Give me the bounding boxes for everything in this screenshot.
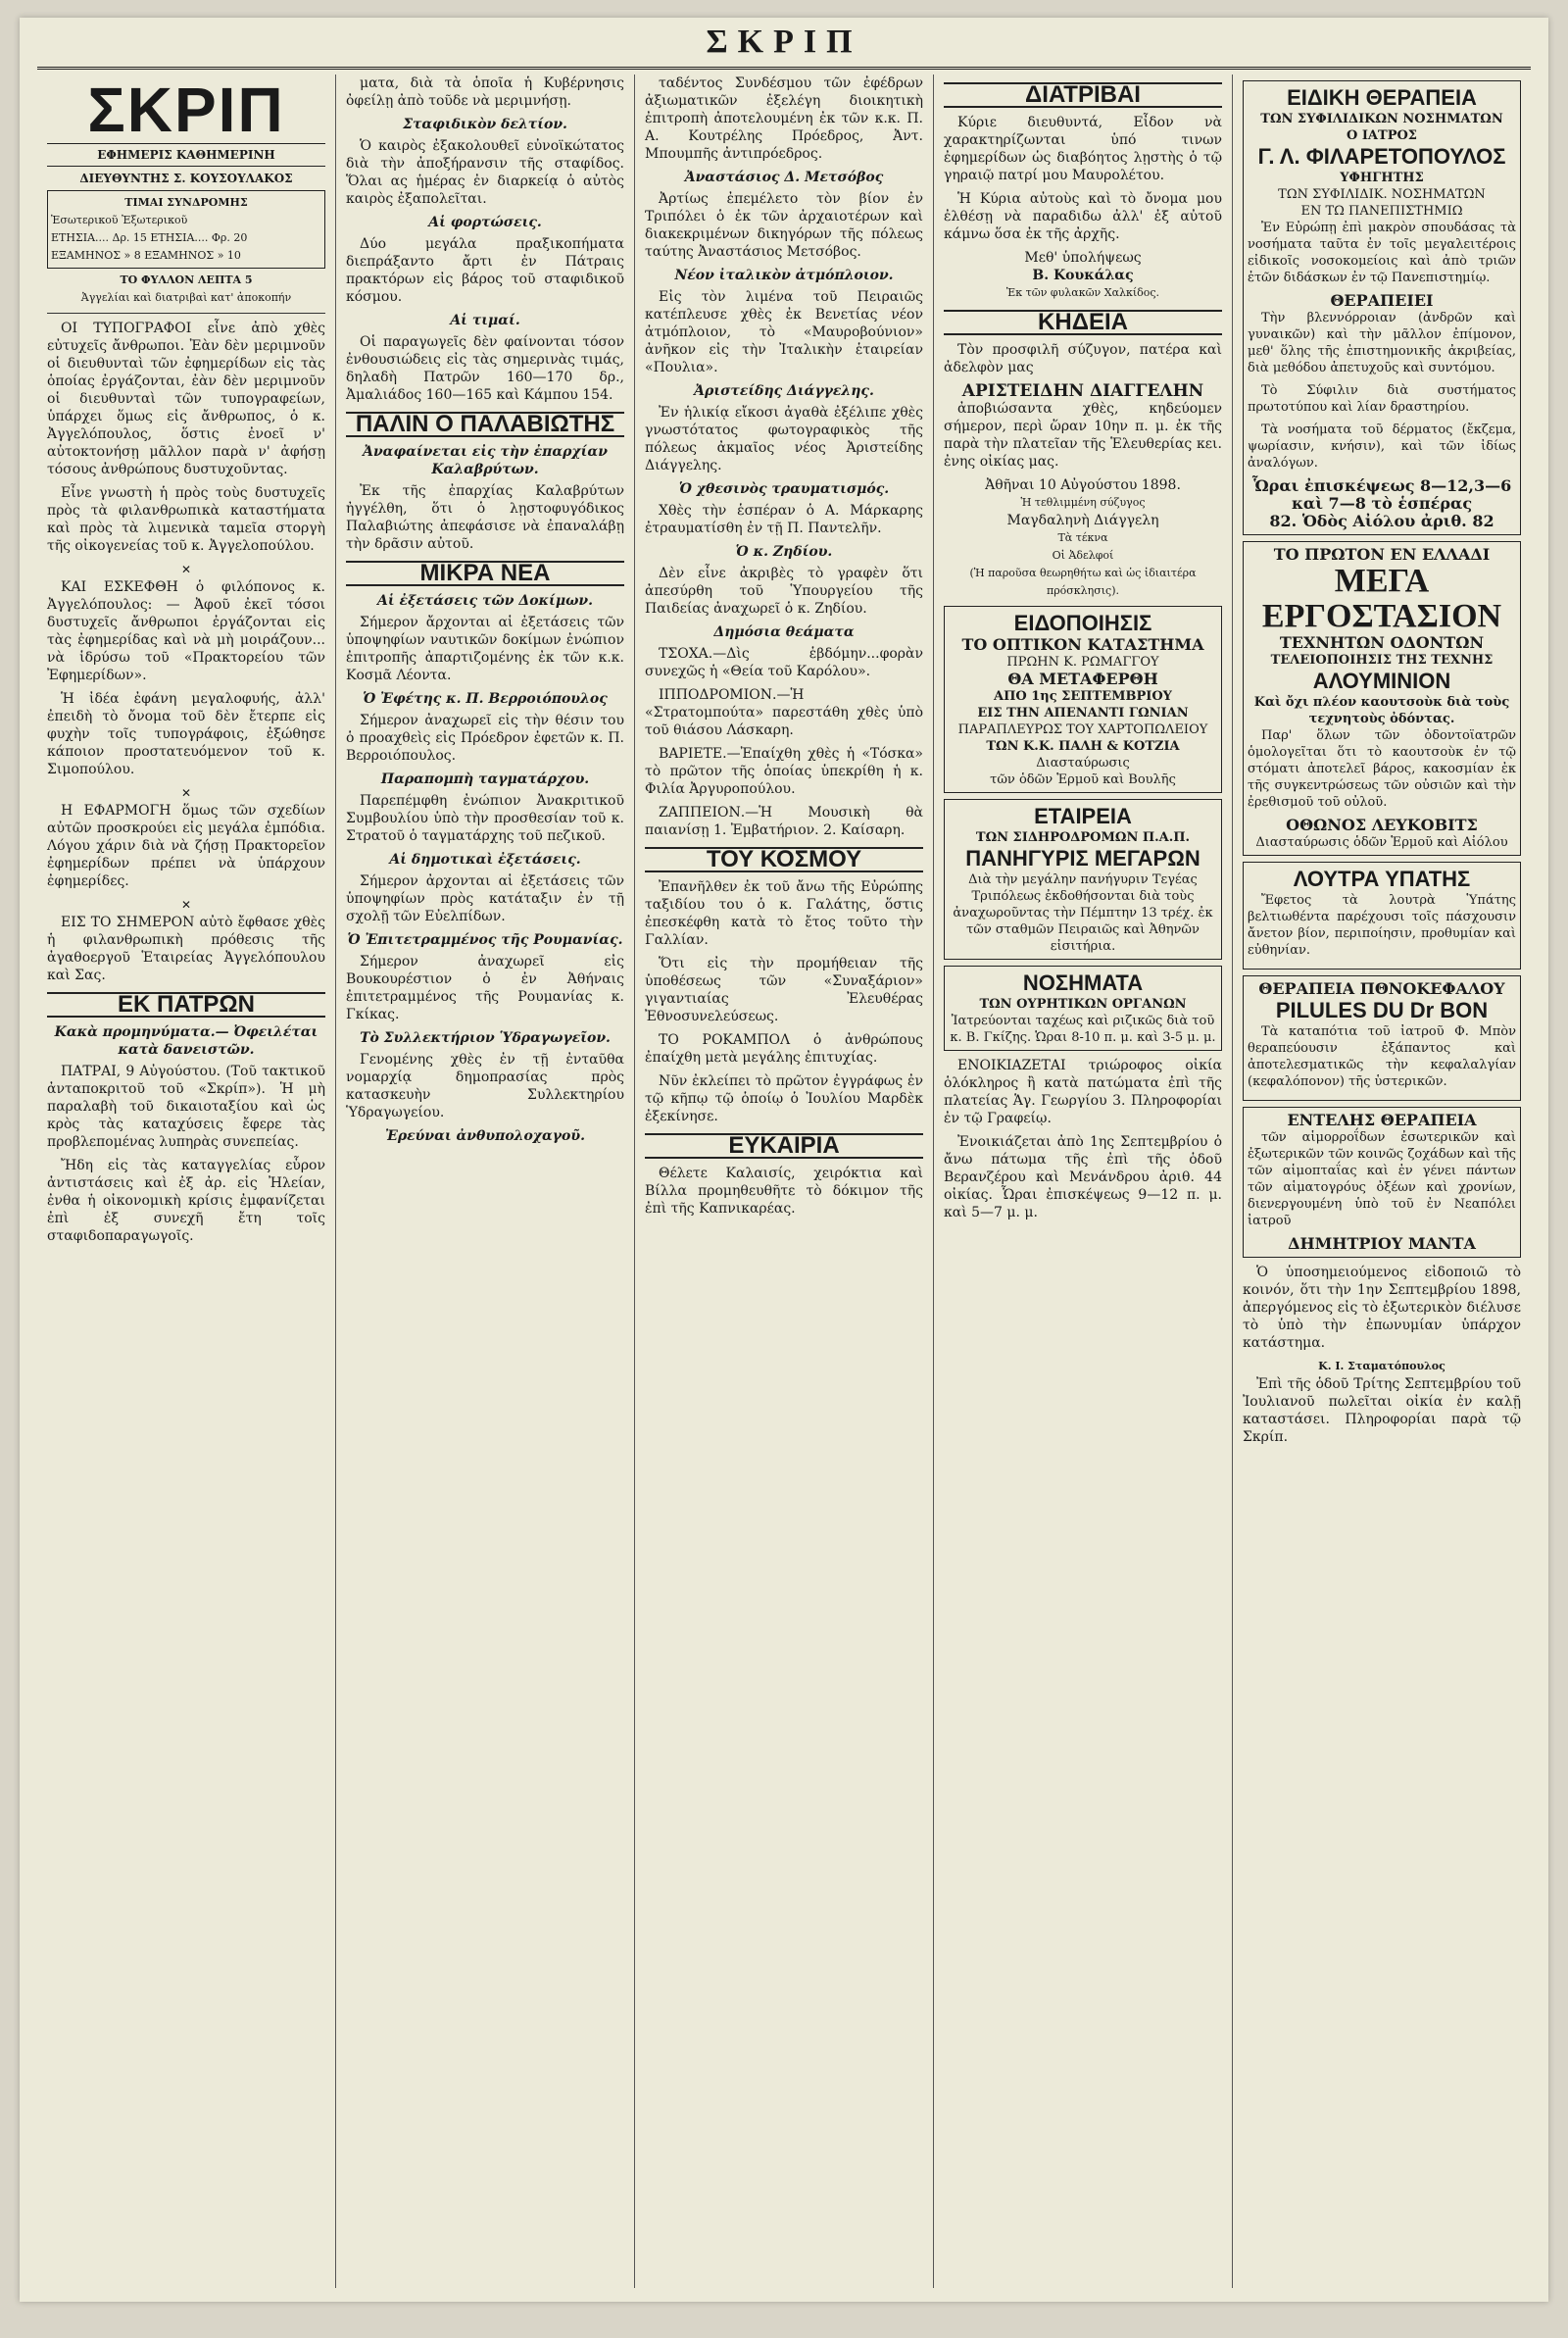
signature-name: Β. Κουκάλας: [1032, 268, 1134, 283]
article-paragraph: Ἤδη εἰς τὰς καταγγελίας εὗρον ἀντιστάσεις καὶ ἐξ ἀρ. εἰς Ἠλείαν, ἐνθα ἡ οἰκονομικὴ κρίσις ἐμφανίζεται ἐπὶ ἐξ συνεχῆ ἔτη τοῖς σταφιδοπαραγωγοῖς.: [47, 1158, 325, 1244]
deceased-name: ΑΡΙΣΤΕΙΔΗΝ ΔΙΑΓΓΕΛΗΝ: [961, 381, 1204, 401]
ad-line: ΤΩΝ Κ.Κ. ΠΑΛΗ & ΚΟΤΖΙΑ: [986, 739, 1180, 754]
section-heading: ΜΙΚΡΑ ΝΕΑ: [346, 561, 624, 586]
article-subheading: Ἀναστάσιος Δ. Μετσόβος: [684, 170, 884, 185]
article-subheading: Ἀναφαίνεται εἰς τὴν ἐπαρχίαν Καλαβρύτων.: [363, 444, 608, 477]
issue-note: Ἀγγελίαι καὶ διατριβαὶ κατ' ἀποκοπήν: [80, 291, 292, 304]
signature-place: Ἐκ τῶν φυλακῶν Χαλκίδος.: [1005, 286, 1160, 299]
ad-line: Διασταύρωσις ὁδῶν Ἑρμοῦ καὶ Αἰόλου: [1255, 835, 1508, 850]
ad-line: ΘΑ ΜΕΤΑΦΕΡΘΗ: [1007, 670, 1158, 688]
article-paragraph: Ὁ καιρὸς ἐξακολουθεῖ εὐνοϊκώτατος διὰ τὴν ἀποξήρανσιν τῆς σταφίδος. Ὅλαι ας ἡμέρας ἐν διαρκείᾳ ὁ αὐτὸς καιρὸς ἐξαπολεῖται.: [346, 138, 624, 207]
ad-line: PILULES DU Dr BON: [1275, 998, 1489, 1022]
article-subheading: Τὸ Συλλεκτήριον Ὑδραγωγεῖον.: [360, 1030, 611, 1046]
article-subheading: Ὁ Ἐφέτης κ. Π. Βερροιόπουλος: [363, 691, 608, 707]
section-heading: ΚΗΔΕΙΑ: [944, 310, 1222, 335]
article-subheading: Νέον ἰταλικὸν ἀτμόπλοιον.: [674, 268, 894, 283]
article-subheading: Αἱ δημοτικαὶ ἐξετάσεις.: [389, 852, 581, 868]
cross-icon: ✕: [180, 563, 192, 576]
article-paragraph: Οἱ παραγωγεῖς δὲν φαίνονται τόσον ἐνθουσιώδεις εἰς τὰς σημερινὰς τιμάς, δηλαδὴ Πατρῶν 160—170 δρ., Ἀμαλιάδος 160—165 καὶ Κάμπου 154.: [346, 334, 624, 403]
section-heading: ΔΙΑΤΡΙΒΑΙ: [944, 82, 1222, 108]
article-subheading: Παραπομπὴ ταγματάρχου.: [380, 771, 590, 787]
signature-name: Κ. Ι. Σταματόπουλος: [1318, 1360, 1446, 1372]
ad-line: ΤΩΝ ΣΥΦΙΛΙΔΙΚΩΝ ΝΟΣΗΜΑΤΩΝ: [1260, 112, 1503, 126]
divider: [47, 313, 325, 314]
article-subheading: Ὁ χθεσινὸς τραυματισμός.: [678, 481, 890, 497]
office-hours: Ὧραι ἐπισκέψεως 8—12,3—6: [1251, 476, 1512, 495]
office-address: 82. Ὁδὸς Αἰόλου ἀριθ. 82: [1269, 512, 1494, 530]
ad-line: ΤΩΝ ΣΙΔΗΡΟΔΡΟΜΩΝ Π.Α.Π.: [975, 830, 1191, 845]
article-subheading: Ἐρεύναι ἀνθυπολοχαγοῦ.: [385, 1128, 585, 1144]
column-1: [37, 75, 336, 2288]
ad-line: ΘΕΡΑΠΕΙΕΙ: [1330, 291, 1434, 310]
ad-text: Τὴν βλεννόρροιαν (ἀνδρῶν καὶ γυναικῶν) καὶ τὴν μᾶλλον ἐπίμονον, μεθ' ὅλης τῆς ἐπιστημονικῆς ἀκριβείας, διὰ μεθόδου ἀπετυχοῦς καὶ συντόμου.: [1248, 311, 1516, 375]
article-paragraph: Κύριε διευθυντά, Εἶδον νὰ χαρακτηρίζωνται ὑπό τινων ἐφημερίδων ὡς διαβόητος λῃστὴς ὁ τῷ γηραιῷ πατρί μου Μαυρολέτου.: [944, 115, 1222, 183]
ad-title: ΕΝΤΕΛΗΣ ΘΕΡΑΠΕΙΑ: [1287, 1111, 1477, 1129]
article-paragraph: ΤΟ ΡΟΚΑΜΠΟΛ ὁ ἀνθρώπους ἐπαίχθη μετὰ μεγάλης ἐπιτυχίας.: [645, 1032, 923, 1066]
article-paragraph: Σήμερον ἀναχωρεῖ εἰς τὴν θέσιν του ὁ προαχθεὶς εἰς Πρόεδρον ἐφετῶν κ. Π. Βερροιόπουλος.: [346, 713, 624, 764]
ad-line: ΕΙΣ ΤΗΝ ΑΠΕΝΑΝΤΙ ΓΩΝΙΑΝ: [977, 706, 1189, 721]
column-4: [934, 75, 1233, 2288]
article-paragraph: Δύο μεγάλα πραξικοπήματα διεπράξαντο ἄρτι ἐν Πάτραις πρακτόρων εἰς βάρος τοῦ σταφιδικοῦ κόσμου.: [346, 236, 624, 305]
ad-text: τῶν αἱμορροΐδων ἐσωτερικῶν καὶ ἐξωτερικῶν τῶν κοινῶς ζοχάδων καὶ τῆς τῶν αἱμοπταΐας καὶ ἐν γένει πάντων τῶν αἱματογρόυς ὀξέων καὶ χρονίων, διενεργουμένη ὑπὸ τοῦ ἐν Νεαπόλει ἰατροῦ: [1248, 1130, 1516, 1228]
classified-ad: Ἐπὶ τῆς ὁδοῦ Τρίτης Σεπτεμβρίου τοῦ Ἰουλιανοῦ πωλεῖται οἰκία ἐν καλῇ καταστάσει. Πληροφορίαι παρὰ τῷ Σκρίπ.: [1243, 1376, 1521, 1445]
article-paragraph: ΙΠΠΟΔΡΟΜΙΟΝ.—Ἡ «Στρατομπούτα» παρεστάθη χθὲς ὑπὸ τοῦ θιάσου Λάσκαρη.: [645, 687, 923, 738]
ad-title: ΕΤΑΙΡΕΙΑ: [1034, 804, 1132, 828]
article-subheading: Αἱ τιμαί.: [450, 313, 520, 328]
ad-line: ΠΑΝΗΓΥΡΙΣ ΜΕΓΑΡΩΝ: [965, 846, 1200, 871]
section-heading: ΕΚ ΠΑΤΡΩΝ: [47, 992, 325, 1018]
ad-text: Ἰατρεύονται ταχέως καὶ ριζικῶς διὰ τοῦ κ. Β. Γκίζης. Ὡραι 8-10 π. μ. καὶ 3-5 μ. μ.: [950, 1014, 1216, 1045]
section-heading: ΤΟΥ ΚΟΣΜΟΥ: [645, 847, 923, 872]
ad-title: ΜΕΓΑ ΕΡΓΟΣΤΑΣΙΟΝ: [1261, 563, 1502, 634]
ad-line: ΑΛΟΥΜΙΝΙΟΝ: [1312, 669, 1451, 693]
column-5: [1233, 75, 1531, 2288]
article-paragraph: Τὸν προσφιλῆ σύζυγον, πατέρα καὶ ἀδελφὸν μας: [944, 342, 1222, 375]
article-paragraph: ΕΙΣ ΤΟ ΣΗΜΕΡΟΝ αὐτὸ ἔφθασε χθὲς ἡ φιλανθρωπικὴ πρόθεσις τῆς ἀγαθοεργοῦ Ἑταιρείας Ἀγγελόπουλου καὶ Σας.: [47, 915, 325, 983]
article-paragraph: Ὅτι εἰς τὴν προμήθειαν τῆς ὑποθέσεως τῶν «Συναξάριον» γιγαντιαίας Ἐλευθέρας Ἐθνοσυνελεύσεως.: [645, 956, 923, 1024]
article-paragraph: Σήμερον ἀρχονται αἱ ἐξετάσεις τῶν ὑποψηφίων πρὸς κατάταξιν ἐν τῇ σχολῇ τῶν Εὐελπίδων.: [346, 873, 624, 924]
ad-line: ΠΡΩΗΝ Κ. ΡΩΜΑΓΓΟΥ: [1006, 655, 1159, 670]
doctor-ad: [1243, 80, 1521, 535]
article-paragraph: Ἐκ τῆς ἐπαρχίας Καλαβρύτων ἠγγέλθη, ὅτι ὁ λῃστοφυγόδικος Παλαβιώτης ἀπεφάσισε νὰ ἐπαναλάβῃ τὴν δρᾶσιν αὐτοῦ.: [346, 483, 624, 552]
article-paragraph: Γενομένης χθὲς ἐν τῇ ἐνταῦθα νομαρχίᾳ δημοπρασίας πρὸς κατασκευὴν Συλλεκτηρίου Ὑδραγωγείου.: [346, 1052, 624, 1120]
ad-title: ΛΟΥΤΡΑ ΥΠΑΤΗΣ: [1293, 867, 1471, 891]
article-subheading: Ὁ κ. Ζηδίου.: [735, 544, 833, 560]
optician-ad: [944, 606, 1222, 793]
article-paragraph: ΖΑΠΠΕΙΟΝ.—Ἡ Μουσικὴ θὰ παιανίσῃ 1. Ἐμβατήριον. 2. Καίσαρη.: [645, 805, 923, 838]
prices-row: ΕΞΑΜΗΝΟΣ » 8 ΕΞΑΜΗΝΟΣ » 10: [51, 249, 241, 262]
ad-text: Παρ' ὅλων τῶν ὀδοντοϊατρῶν ὁμολογεῖται ὅτι τὸ καουτσοὺκ ἐν τῷ στόματι ἀποτελεῖ βάρος, κακοσμίαν ἐκ τῆς συγκεντρώσεως τῶν οὐσιῶν καὶ τὴν ἐρεθισμοῦ τοῦ οὐλοῦ.: [1248, 728, 1516, 810]
article-paragraph: ΟΙ ΤΥΠΟΓΡΑΦΟΙ εἶνε ἀπὸ χθὲς εὐτυχεῖς ἄνθρωποι. Ἐὰν δὲν μεριμνοῦν οἱ διευθυνταὶ τῶν ἐφημερίδων εἰς τὰς ὁποίας ἐργάζονται, ἐὰν δὲν μεριμνοῦν οἱ διευθυνταὶ τῶν τυπογραφείων, ὑπάρχει ὅμως εἰς ἄνθρωπος, ὁ κ. Ἀγγελόπουλος, ὅστις ἐνοεῖ ν' αὐτοκτονήσῃ μᾶλλον παρὰ ν' ἀφήσῃ τόσους ἀνθρώπους δυστυχοῦντας.: [47, 321, 325, 477]
article-paragraph: ἀποβιώσαντα χθὲς, κηδεύομεν σήμερον, περὶ ὥραν 10ην π. μ. ἐκ τῆς παρὰ τὴν πλατεῖαν τῆς Ἑλευθερίας κει. ἐνης οἰκίας μας.: [944, 401, 1222, 470]
classified-ad: Ὁ ὑποσημειούμενος εἰδοποιῶ τὸ κοινόν, ὅτι τὴν 1ην Σεπτεμβρίου 1898, ἀπεργόμενος εἰς τὸ ἐξωτερικὸν διέλυσε τὸ ὑπὸ τὴν ἐπωνυμίαν ὑπάρχον κατάστημα.: [1243, 1265, 1521, 1351]
article-paragraph: ΤΣΟΧΑ.—Δὶς ἑβδόμην...φορὰν συνεχῶς ἡ «Θεία τοῦ Καρόλου».: [645, 646, 923, 679]
article-paragraph: ΚΑΙ ΕΣΚΕΦΘΗ ὁ φιλόπονος κ. Ἀγγελόπουλος: — Ἀφοῦ ἐκεῖ τόσοι δυστυχεῖς ἄνθρωποι ἐργάζονται εἰς τὰς ἐφημερίδας καὶ νὰ μὴ μοιράζουν... νὰ ἱδρύσω τοῦ «Πρακτορείου τῶν Ἐφημερίδων».: [47, 579, 325, 683]
doctor-name: Γ. Λ. ΦΙΛΑΡΕΤΟΠΟΥΛΟΣ: [1257, 144, 1506, 169]
article-paragraph: ταδέντος Συνδέσμου τῶν ἐφέδρων ἀξιωματικῶν ἐξελέγη διοικητικὴ ἐπιτροπὴ ἀποτελουμένη ἐκ τῶν κ.κ. Π. Α. Κουτρέλης Πρόεδρος, Ἀντ. Μπουμπῆς ἀντιπρόεδρος.: [645, 75, 923, 162]
article-subheading: Ὁ Ἐπιτετραμμένος τῆς Ρουμανίας.: [347, 932, 623, 948]
prices-row: ΕΤΗΣΙΑ.... Δρ. 15 ΕΤΗΣΙΑ.... Φρ. 20: [51, 231, 248, 244]
section-heading: ΠΑΛΙΝ Ο ΠΑΛΑΒΙΩΤΗΣ: [346, 412, 624, 437]
medical-ad: [944, 966, 1222, 1051]
article-paragraph: Σήμερον ἀναχωρεῖ εἰς Βουκουρέστιον ὁ ἐν Ἀθήναις ἐπιτετραμμένος τῆς Ρουμανίας κ. Γκίκας.: [346, 954, 624, 1022]
mourner-label: Ἡ τεθλιμμένη σύζυγος: [1020, 496, 1146, 509]
ad-title: ΝΟΣΗΜΑΤΑ: [1022, 970, 1144, 995]
ad-line: Διασταύρωσις: [1036, 756, 1130, 771]
ad-line: ΤΟ ΠΡΩΤΟΝ ΕΝ ΕΛΛΑΔΙ: [1273, 545, 1491, 564]
article-paragraph: Θέλετε Καλαισίς, χειρόκτια καὶ Βίλλα προμηθευθῆτε τὸ δόκιμον τῆς ἐπὶ τῆς Καπνικαρέας.: [645, 1166, 923, 1217]
article-paragraph: Σήμερον ἄρχονται αἱ ἐξετάσεις τῶν ὑποψηφίων ναυτικῶν δοκίμων ἐνώπιον ἐπιτροπῆς ἀπαρτιζομένης ἐκ τῶν κ.κ. Κοσμᾶ Λέοντα.: [346, 615, 624, 683]
column-3: [635, 75, 934, 2288]
ad-line: ΤΕΛΕΙΟΠΟΙΗΣΙΣ ΤΗΣ ΤΕΧΝΗΣ: [1270, 653, 1494, 668]
ad-line: ΕΝ ΤΩ ΠΑΝΕΠΙΣΤΗΜΙΩ: [1300, 204, 1463, 219]
subscription-prices: [47, 190, 325, 269]
column-2: [336, 75, 635, 2288]
article-paragraph: Χθὲς τὴν ἑσπέραν ὁ Α. Μάρκαρης ἐτραυματίσθη ἐν τῇ Π. Παντελῆν.: [645, 503, 923, 536]
ad-line: ΤΕΧΝΗΤΩΝ ΟΔΟΝΤΩΝ: [1279, 633, 1485, 652]
article-subheading: Σταφιδικὸν δελτίον.: [403, 117, 567, 132]
columns: [37, 75, 1531, 2288]
running-masthead: ΣΚΡΙΠ: [37, 18, 1531, 70]
ad-title: ΕΙΔΟΠΟΙΗΣΙΣ: [1013, 611, 1152, 635]
ad-title: ΘΕΡΑΠΕΙΑ ΠΘΝΟΚΕΦΑΛΟΥ: [1258, 979, 1505, 998]
ad-line: ΤΩΝ ΣΥΦΙΛΙΔΙΚ. ΝΟΣΗΜΑΤΩΝ: [1278, 187, 1486, 202]
signature-line: Μεθ' ὑπολήψεως: [1024, 250, 1142, 266]
article-subheading: Αἱ φορτώσεις.: [428, 215, 542, 230]
cross-icon: ✕: [180, 786, 192, 800]
article-paragraph: ΠΑΤΡΑΙ, 9 Αὐγούστου. (Τοῦ τακτικοῦ ἀνταποκριτοῦ τοῦ «Σκρίπ»). Ἡ μὴ παραλαβὴ τοῦ δικαιοταξίου καὶ ὡς κρὸς τὰς καταχύσεις ἔφερε τὰς προβλεπομένας λυπηρὰς συνεπείας.: [47, 1064, 325, 1150]
mourner-label: Τὰ τέκνα: [1057, 531, 1108, 544]
funeral-note: (Ἡ παροῦσα θεωρηθήτω καὶ ὡς ἰδιαιτέρα πρόσκλησις).: [969, 567, 1197, 597]
article-paragraph: ματα, διὰ τὰ ὁποῖα ἡ Κυβέρνησις ὀφείλῃ ἀπὸ τοῦδε νὰ μεριμνήσῃ.: [346, 75, 624, 109]
article-paragraph: Παρεπέμφθη ἐνώπιον Ἀνακριτικοῦ Συμβουλίου ὑπὸ τὴν προσθεσίαν τοῦ κ. Στρατοῦ ὁ ταγματάρχης τοῦ πεζικοῦ.: [346, 793, 624, 844]
ad-text: Τὸ Σύφιλιν διὰ συστήματος πρωτοτύπου καὶ λίαν δραστηρίου.: [1248, 383, 1516, 415]
article-paragraph: Δὲν εἶνε ἀκριβὲς τὸ γραφὲν ὅτι ἀπεσύρθη τοῦ Ὑπουργείου τῆς Παιδείας ἀναχωρεῖ ὁ κ. Ζηδίου.: [645, 566, 923, 617]
prices-row: Ἐσωτερικοῦ Ἐξωτερικοῦ: [51, 214, 188, 226]
ad-line: τῶν ὁδῶν Ἑρμοῦ καὶ Βουλῆς: [990, 772, 1176, 787]
therapy-ad: [1243, 1107, 1521, 1258]
ad-text: Ἔφετος τὰ λουτρὰ Ὑπάτης βελτιωθέντα παρέχουσι τοῖς πάσχουσιν ἄνετον βίον, περιποίησιν, προθυμίαν καὶ εὐθηνίαν.: [1248, 893, 1516, 958]
ad-line: ΥΦΗΓΗΤΗΣ: [1340, 171, 1424, 185]
baths-ad: [1243, 862, 1521, 970]
dental-ad: [1243, 541, 1521, 856]
article-paragraph: ΒΑΡΙΕΤΕ.—Ἐπαίχθη χθὲς ἡ «Τόσκα» τὸ πρῶτον τῆς ὁποίας ὑπεκρίθη ἡ κ. Φιλία Ἀργυροπούλου.: [645, 746, 923, 797]
classified-ad: Ἐνοικιάζεται ἀπὸ 1ης Σεπτεμβρίου ὁ ἄνω πάτωμα τῆς ἐπὶ τῆς ὁδοῦ Βερανζέρου καὶ Μενάνδρου ἀριθ. 44 οἰκίας. Ὧραι ἐπισκέψεως 9—12 π. μ. καὶ 5—7 μ. μ.: [944, 1134, 1222, 1220]
article-paragraph: Ἀρτίως ἐπεμέλετο τὸν βίον ἐν Τριπόλει ὁ ἐκ τῶν ἀρχαιοτέρων καὶ διακεκριμένων δικηγόρων τῆς πόλεως ταύτης Ἀναστάσιος Μετσόβος.: [645, 191, 923, 260]
classified-ad: ΕΝΟΙΚΙΑΖΕΤΑΙ τριώροφος οἰκία ὁλόκληρος ἢ κατὰ πατώματα ἐπὶ τῆς πλατείας Ἁγ. Γεωργίου 3. Πληροφορίαι ἐν τῷ Γραφείῳ.: [944, 1058, 1222, 1126]
ad-line: ΤΩΝ ΟΥΡΗΤΙΚΩΝ ΟΡΓΑΝΩΝ: [979, 997, 1187, 1012]
section-heading: ΕΥΚΑΙΡΙΑ: [645, 1133, 923, 1159]
issue-price: ΤΟ ΦΥΛΛΟΝ ΛΕΠΤΑ 5: [120, 274, 253, 286]
ad-line: Ο ΙΑΤΡΟΣ: [1347, 128, 1417, 143]
mourner-label: Οἱ Ἀδελφοί: [1052, 549, 1114, 562]
article-paragraph: Ἡ ἰδέα ἐφάνη μεγαλοφυής, ἀλλ' ἐπειδὴ τὸ ὄνομα τοῦ δὲν ἔτερπε εἰς φυχὴν τοῖς τυπογράφοις, ἐξώθησε κάποιον προστατευόμενον τοῦ κ. Σιμοπούλου.: [47, 691, 325, 777]
article-paragraph: Ἐπανῆλθεν ἐκ τοῦ ἄνω τῆς Εὐρώπης ταξιδίου του ὁ κ. Γαλάτης, ὅστις ἐπεσκέφθη κατὰ τὸ ἔτος τοῦτο τὴν Γαλλίαν.: [645, 879, 923, 948]
ad-text: Τὰ νοσήματα τοῦ δέρματος (ἔκζεμα, ψωρίασιν, κνήσιν), καὶ τῶν ἰδίως ἀναλόγων.: [1248, 423, 1516, 471]
article-subheading: Ἀριστείδης Διάγγελης.: [694, 383, 874, 399]
newspaper-page: [20, 18, 1548, 2302]
director-line: ΔΙΕΥΘΥΝΤΗΣ Σ. ΚΟΥΣΟΥΛΑΚΟΣ: [79, 172, 293, 185]
article-paragraph: Ἐν ἡλικίᾳ εἴκοσι ἀγαθὰ ἐξέλιπε χθὲς γνωστότατος φωτογραφικὸς τῆς πόλεως ἀκμαῖος νέος Ἀριστείδης Διάγγελης.: [645, 405, 923, 473]
article-paragraph: Η ΕΦΑΡΜΟΓΗ ὅμως τῶν σχεδίων αὐτῶν προσκρούει εἰς μεγάλα ἐμπόδια. Λόγου χάριν διὰ νὰ ζήσῃ Πρακτορεῖον ἐφημερίδων πρέπει νὰ ὑπάρχουν ἐφημερίδες.: [47, 803, 325, 889]
ad-line: ΤΟ ΟΠΤΙΚΟΝ ΚΑΤΑΣΤΗΜΑ: [961, 635, 1204, 654]
funeral-date: Ἀθῆναι 10 Αὐγούστου 1898.: [985, 477, 1181, 493]
cross-icon: ✕: [180, 898, 192, 912]
article-paragraph: Εἰς τὸν λιμένα τοῦ Πειραιῶς κατέπλευσε χθὲς ἐκ Βενετίας νέον ἀτμόπλοιον, τὸ «Μαυροβούνιον» ἀνῆκον εἰς τὴν Ἰταλικὴν ἑταιρείαν «Πουλια».: [645, 289, 923, 375]
article-paragraph: Εἶνε γνωστὴ ἡ πρὸς τοὺς δυστυχεῖς πρὸς τὰ φιλανθρωπικὰ καταστήματα καὶ πρὸς τὰ λιμενικὰ ταμεῖα στοργὴ τῆς οἰκογενείας τοῦ κ. Ἀγγελοπούλου.: [47, 485, 325, 554]
railway-ad: [944, 799, 1222, 960]
article-subheading: Αἱ ἐξετάσεις τῶν Δοκίμων.: [377, 593, 593, 609]
article-subheading: Κακὰ προμηνύματα.— Ὀφειλέται κατὰ δανειστῶν.: [54, 1024, 318, 1058]
office-hours: καὶ 7—8 τὸ ἑσπέρας: [1291, 494, 1473, 513]
prices-title: ΤΙΜΑΙ ΣΥΝΔΡΟΜΗΣ: [124, 196, 248, 209]
newspaper-logo: ΣΚΡΙΠ: [87, 75, 285, 145]
ad-text: Τὰ καταπότια τοῦ ἰατροῦ Φ. Μπὸν θεραπεύουσιν ἐξάπαντος καὶ ἀποτελεσματικῶς τὴν κεφαλαλγίαν (κεφαλόπονον) τῆς ὑστερικῶν.: [1248, 1024, 1516, 1089]
article-subheading: Δημόσια θεάματα: [713, 624, 855, 640]
ad-text: Διὰ τὴν μεγάλην πανήγυριν Τεγέας Τριπόλεως ἐκδοθήσονται διὰ τοὺς ἀναχωροῦντας τὴν Πέμπτην 13 τρέχ. ἐκ τῶν σταθμῶν Πειραιῶς καὶ Ἀθηνῶν εἰσιτήρια.: [953, 872, 1213, 954]
article-paragraph: Ἡ Κύρια αὐτοὺς καὶ τὸ ὄνομα μου ἐλθέσῃ νὰ παραδιδω ἀλλ' ἐξ αὐτοῦ κάμνω ὅσα ἐκ τῆς ἀρχῆς.: [944, 191, 1222, 242]
ad-line: ΠΑΡΑΠΛΕΥΡΩΣ ΤΟΥ ΧΑΡΤΟΠΩΛΕΙΟΥ: [957, 722, 1208, 737]
ad-text: Ἐν Εὐρώπῃ ἐπὶ μακρὸν σπουδάσας τὰ νοσήματα ταῦτα ἐν τοῖς μεγαλειτέροις εἰδικοῖς νοσοκομείοις καὶ ἀπὸ τριῶν ἐτῶν διδάσκων ἐν τῷ Πανεπιστημίῳ.: [1248, 221, 1516, 285]
article-paragraph: Νῦν ἐκλείπει τὸ πρῶτον ἐγγράφως ἐν τῷ κῆπῳ τῷ ὁποίῳ ὁ Ἰουλίου Μαρδὲκ ἐξεκίνησε.: [645, 1073, 923, 1124]
ad-line: ΑΠΟ 1ης ΣΕΠΤΕΜΒΡΙΟΥ: [994, 689, 1172, 704]
pills-ad: [1243, 975, 1521, 1101]
ad-line: ΟΘΩΝΟΣ ΛΕΥΚΟΒΙΤΣ: [1286, 816, 1478, 834]
newspaper-subtitle: ΕΦΗΜΕΡΙΣ ΚΑΘΗΜΕΡΙΝΗ: [47, 143, 325, 167]
ad-line: Καὶ ὄχι πλέον καουτσοὺκ διὰ τοὺς τεχνητοὺς ὀδόντας.: [1253, 695, 1510, 726]
ad-line: ΔΗΜΗΤΡΙΟΥ ΜΑΝΤΑ: [1288, 1234, 1476, 1253]
ad-title: ΕΙΔΙΚΗ ΘΕΡΑΠΕΙΑ: [1287, 85, 1477, 110]
mourner-name: Μαγδαληνὴ Διάγγελη: [1006, 513, 1159, 528]
